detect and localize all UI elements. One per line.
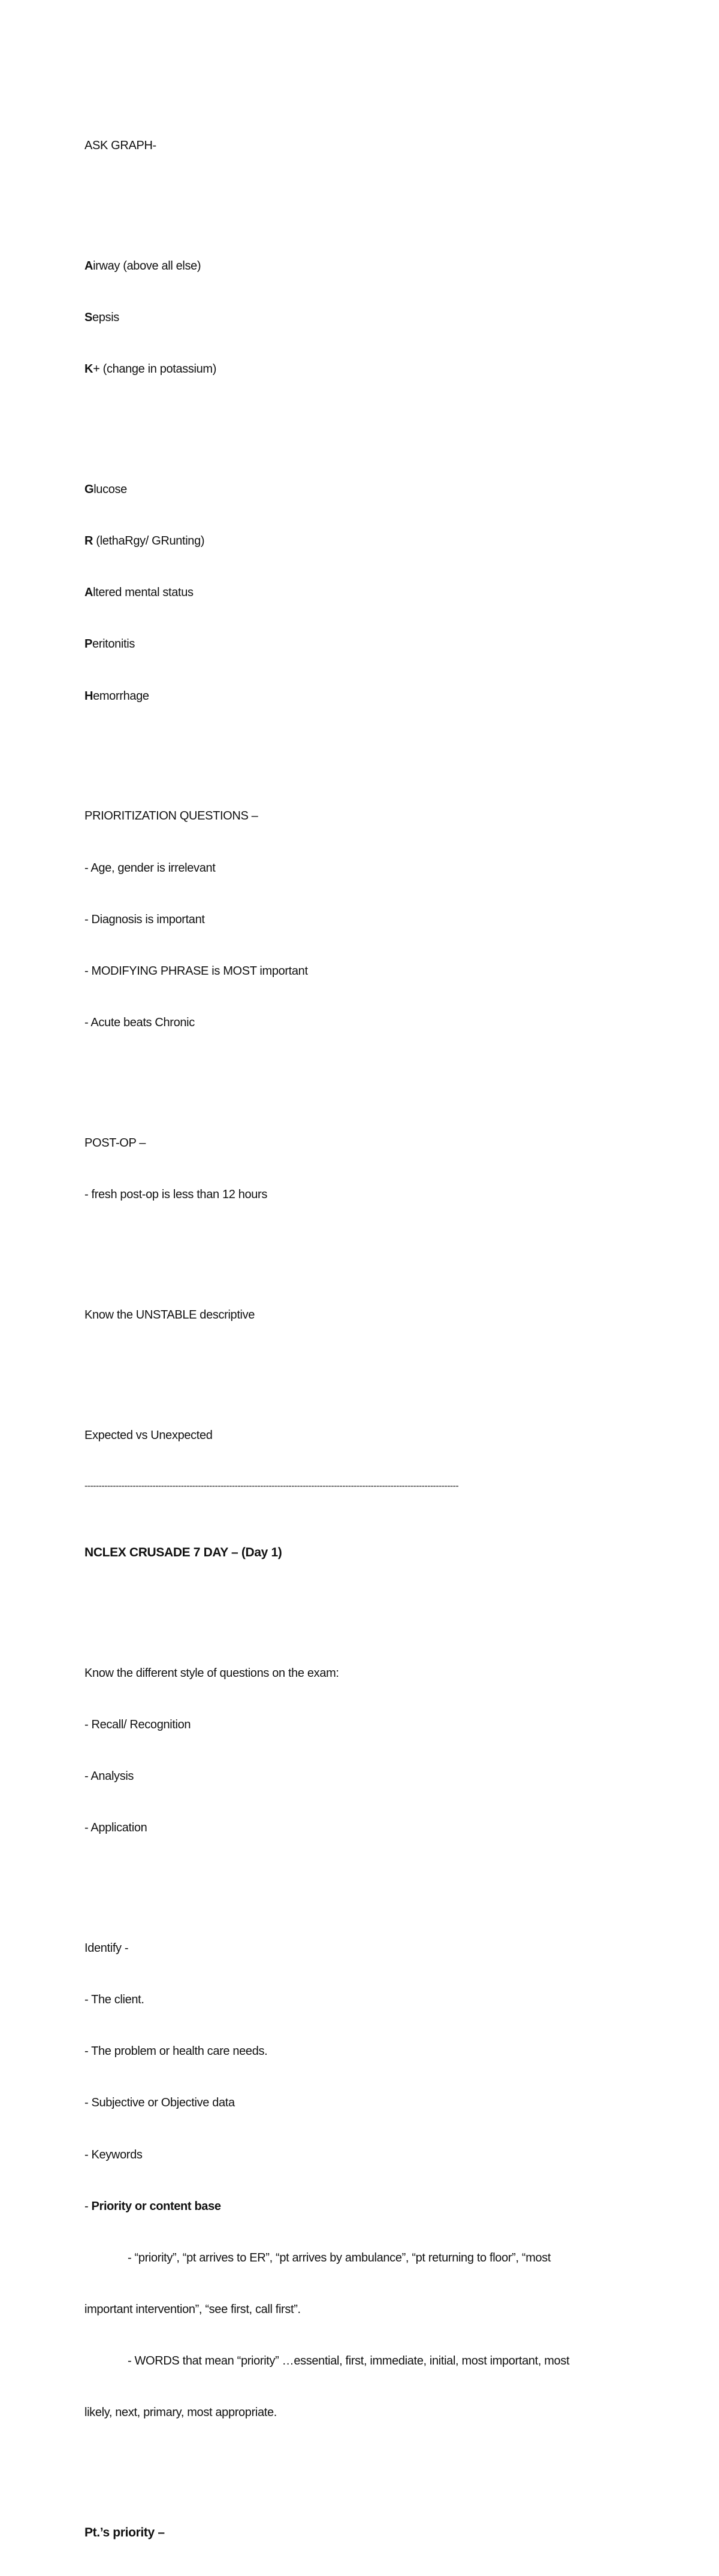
spacer [84,739,636,757]
mnemonic-text: (lethaRgy/ GRunting) [93,534,205,548]
mnemonic-item [84,361,636,378]
list-item: - Application [84,1821,147,1835]
priority-label: Priority or content base [91,2199,221,2213]
spacer [84,189,636,206]
ask-graph-title: ASK GRAPH- [84,139,156,153]
priority-dash: - [84,2199,92,2213]
mnemonic-letter: P [84,637,92,651]
mnemonic-text: lucose [93,483,127,497]
mnemonic-text: ltered mental status [93,586,194,600]
document-body [84,86,636,2576]
expected-note: Expected vs Unexpected [84,1428,213,1442]
mnemonic-item [84,688,636,705]
mnemonic-item [84,584,636,601]
mnemonic-letter: S [84,311,92,325]
spacer [84,412,636,430]
list-item: - Analysis [84,1770,134,1783]
prioritization-title: PRIORITIZATION QUESTIONS – [84,809,258,823]
list-item: - Acute beats Chronic [84,1015,195,1029]
mnemonic-text: epsis [92,311,119,325]
spacer [84,1238,636,1255]
day1-title: NCLEX CRUSADE 7 DAY – (Day 1) [84,1545,282,1559]
mnemonic-text: + (change in potassium) [93,362,217,376]
list-item: - The client. [84,1993,144,2007]
section-divider: ------------------------------------------------------------------------------------------------------------------------------------ [84,1480,459,1491]
mnemonic-text: eritonitis [92,637,135,651]
spacer [84,1066,636,1083]
list-item: - Age, gender is irrelevant [84,861,216,875]
mnemonic-text: emorrhage [93,689,149,703]
mnemonic-text: irway (above all else) [93,259,201,273]
priority-item [84,2198,636,2215]
mnemonic-item [84,258,636,275]
question-styles-intro: Know the different style of questions on the exam: [84,1666,339,1680]
mnemonic-item [84,481,636,498]
priority-words: - WORDS that mean “priority” …essential, first, immediate, initial, most important, most [128,2354,570,2368]
spacer [84,2456,636,2473]
list-item: - Diagnosis is important [84,912,205,926]
post-op-title: POST-OP – [84,1136,146,1150]
priority-examples: - “priority”, “pt arrives to ER”, “pt arrives by ambulance”, “pt returning to floor”, “most [128,2251,551,2264]
spacer [84,1358,636,1375]
mnemonic-letter: K [84,362,93,376]
list-item: - fresh post-op is less than 12 hours [84,1187,267,1201]
pts-priority-title: Pt.’s priority – [84,2526,165,2539]
list-item: - MODIFYING PHRASE is MOST important [84,964,308,978]
mnemonic-item [84,309,636,326]
mnemonic-item [84,636,636,653]
priority-examples-continued: important intervention”, “see first, call first”. [84,2302,301,2316]
mnemonic-letter: H [84,689,93,703]
list-item: - The problem or health care needs. [84,2045,268,2058]
list-item: - Subjective or Objective data [84,2096,235,2110]
list-item: - Keywords [84,2148,143,2161]
unstable-note: Know the UNSTABLE descriptive [84,1308,255,1322]
mnemonic-letter: R [84,534,93,548]
identify-title: Identify - [84,1942,129,1955]
spacer [84,1596,636,1613]
mnemonic-letter: A [84,259,93,273]
spacer [84,1871,636,1888]
list-item: - Recall/ Recognition [84,1718,191,1731]
mnemonic-letter: A [84,586,93,600]
mnemonic-item [84,533,636,550]
mnemonic-letter: G [84,483,94,497]
priority-words-continued: likely, next, primary, most appropriate. [84,2406,277,2420]
